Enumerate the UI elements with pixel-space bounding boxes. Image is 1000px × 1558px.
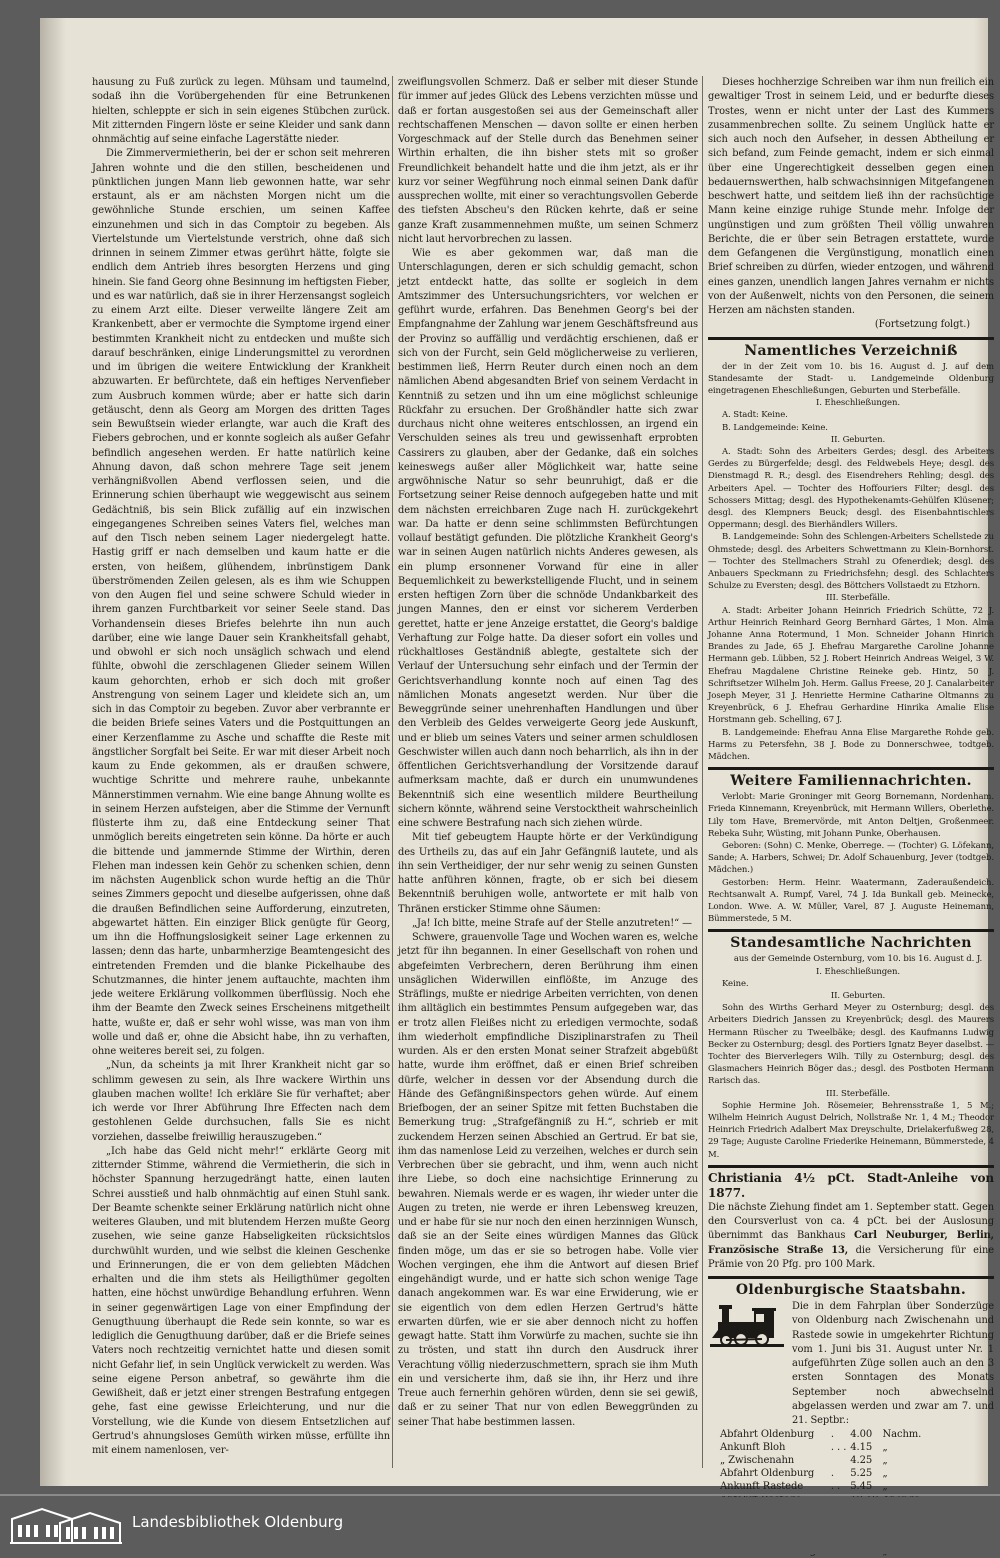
story-paragraph: Dieses hochherzige Schreiben war ihm nun freilich ein gewaltiger Trost in seinem Leid, und er bedurfte dieses Trostes, wenn er nicht unter der Last des Kummers zusammenbrechen sollte. Zu seinem Unglück hatte er sich auch noch den Aufseher, in dessen Abtheilung er sich befand, zum Feinde gemacht, indem er sich einmal über eine Ungerechtigkeit desselben gegen einen bedauernswerthen, halb schwachsinnigen Mitgefangenen beschwert hatte, und seitdem ließ ihn der rachsüchtige Mann keine einzige ruhige Stunde mehr. Infolge der ungünstigen und zum größten Theil völlig unwahren Berichte, die er über sein Betragen erstattete, wurde dem Gefangenen die Vergünstigung, monatlich einen Brief schreiben zu dürfen, wieder entzogen, und während eines ganzen, unendlich langen Jahres vernahm er nichts von der Außenwelt, nichts von den Personen, die seinem Herzen am nächsten standen.	[708, 77, 994, 316]
schedule-station: „ Zwischenahn	[720, 1455, 795, 1467]
register-subheading: III. Sterbefälle.	[826, 593, 890, 604]
family-news-entry: Verlobt: Marie Groninger mit Georg Bornemann, Nordenham. Frieda Kinnemann, Kreyenbrück, mit Hermann Willers, Oberlethe. Lily tom Have, Bremervörde, mit Anton Deltjen, Großenmeer. Rebeka Suhr, Wüsting, mit Johann Punke, Oberhausen.	[708, 792, 994, 839]
schedule-station: Ankunft Rastede	[720, 1481, 804, 1493]
schedule-note: „	[882, 1442, 888, 1454]
osternburg-heading: Standesamtliche Nachrichten	[730, 935, 972, 952]
osternburg-subheading: III. Sterbefälle.	[826, 1088, 890, 1099]
railway-notice	[708, 1300, 994, 1428]
notices-column	[708, 76, 994, 1558]
schedule-note: „	[882, 1481, 888, 1493]
schedule-time: 5.25	[850, 1468, 873, 1480]
christiania-ad	[708, 1171, 994, 1272]
schedule-note: „	[882, 1455, 888, 1467]
footer-divider	[0, 1494, 1000, 1496]
christiania-bank: Carl Neuburger, Berlin, Französische Straße 13,	[708, 1230, 995, 1256]
story-paragraph: hausung zu Fuß zurück zu legen. Mühsam und taumelnd, sodaß ihn die Vorübergehenden für eine Betrunkenen hielten, schleppte er sich in sein eigenes Stübchen zurück. Mit zitternden Fingern löste er seine Kleider und sank dann ohnmächtig auf seine einfache Lagerstätte nieder.	[92, 77, 390, 145]
page-fold-shadow	[40, 18, 66, 1486]
register-entry: A. Stadt: Keine.	[722, 410, 788, 421]
schedule-note: Nachm.	[882, 1429, 922, 1441]
continued-note: (Fortsetzung folgt.)	[874, 319, 970, 331]
section-rule	[708, 1276, 994, 1279]
story-paragraph: Wie es aber gekommen war, daß man die Unterschlagungen, deren er sich schuldig gemacht, schon jetzt entdeckt hatte, das sollte er sogleich in dem Amtszimmer des Untersuchungsrichters, vor welchen er geführt wurde, erfahren. Das Benehmen Georg's bei der Empfangnahme der Zahlung war jenem Geschäftsfreund aus der Provinz so auffällig und verdächtig erschienen, daß er sich von der Furcht, sein Geld möglicherweise zu verlieren, bestimmen ließ, Herrn Reuter durch einen noch an dem nämlichen Abend abgesandten Brief von seinem Verdacht in Kenntniß zu setzen und ihn um eine möglichst schleunige Rückfahr zu ersuchen. Der Großhändler hatte sich zwar durchaus nicht ohne weiteres entschlossen, an irgend ein Verschulden seines als treu und gewissenhaft erprobten Cassirers zu glauben, aber der Gedanke, daß ein solches keineswegs außer aller Möglichkeit war, hatte seine argwöhnische Natur so sehr beunruhigt, daß er die Fortsetzung seiner Reise dennoch aufgegeben hatte und mit dem nächsten erreichbaren Zuge nach H. zurückgekehrt war. Da hatte er denn seine schlimmsten Befürchtungen vollauf bestätigt gefunden. Die plötzliche Krankheit Georg's war in seinen Augen natürlich nichts Anderes gewesen, als ein plump ersonnener Vorwand für eine in aller Bequemlichkeit zu bewerkstelligende Flucht, und in seinem ersten heftigen Zorn über die schnöde Undankbarkeit des jungen Mannes, den er einst vor sicherem Verderben gerettet, hatte er jene Anzeige erstattet, die Georg's baldige Verhaftung zur Folge hatte. Da dieser sofort ein volles und rückhaltloses Geständniß ablegte, gestaltete sich der Verlauf der Untersuchung sehr einfach und der Termin der Gerichtsverhandlung konnte noch auf einen Tag des nämlichen Monats angesetzt werden. Nur über die Beweggründe seiner unehrenhaften Handlungen und über den Verbleib des Geldes verweigerte Georg jede Auskunft, und er blieb um seines Vaters und seiner armen schuldlosen Geschwister willen auch dann noch beharrlich, als ihn in der öffentlichen Gerichtsverhandlung der Vorsitzende darauf aufmerksam machte, daß er durch ein unumwundenes Bekenntniß sich eine wesentlich mildere Beurtheilung sichern könnte, während seine Verstocktheit wahrscheinlich eine schwere Bestrafung nach sich ziehen würde.	[398, 248, 698, 829]
section-rule	[708, 767, 994, 770]
osternburg-entry: Sophie Hermine Joh. Rösemeier, Behrensstraße 1, 5 M.; Wilhelm Heinrich August Delrich, Nollstraße Nr. 1, 4 M.; Theodor Heinrich Friedrich Adalbert Max Dreyschulte, Drielakerfußweg 28, 29 Tage; Auguste Caroline Friederike Heinemann, Bümmerstede, 4 M.	[708, 1100, 994, 1160]
story-paragraph: „Ich habe das Geld nicht mehr!“ erklärte Georg mit zitternder Stimme, während die Vermietherin, die sich in höchster Spannung herzugedrängt hatte, einen lauten Schrei ausstieß und halb ohnmächtig auf einen Stuhl sank. Der Beamte schenkte seiner Erklärung natürlich nicht ohne weiteres Glauben, und mit blutendem Herzen mußte Georg zusehen, wie seine ganze Habseligkeiten rücksichtslos durchwühlt wurden, und wie selbst die kleinen Geschenke und Erinnerungen, die er von dem geliebten Mädchen erhalten und die ihm stets als Heiligthümer gegolten hatten, eine höchst unwürdige Behandlung erfuhren. Wenn in seiner gegenwärtigen Lage von einer Empfindung der Genugthuung überhaupt die Rede sein konnte, so war es lediglich die Genugthuung darüber, daß er die Briefe seines Vaters noch rechtzeitig vernichtet hatte und diesen somit nicht Gefahr lief, in sein Unglück verwickelt zu werden. Was seine eigene Person anbetraf, so gewährte ihm die Gewißheit, daß er jetzt einer strengen Bestrafung entgegen gehe, fast eine gewisse Erleichterung, und nur die Vorstellung, wie die Kunde von diesem Entsetzlichen auf Gertrud's ahnungsloses Gemüth wirken müsse, erfüllte ihn mit einem namenlosen, ver-	[92, 1145, 390, 1456]
footer-bar	[0, 1497, 1000, 1554]
story-paragraph: „Ja! Ich bitte, meine Strafe auf der Stelle anzutreten!“ —	[412, 917, 692, 929]
osternburg-intro: aus der Gemeinde Osternburg, vom 10. bis 16. August d. J.	[733, 954, 983, 965]
story-paragraph: Die Zimmervermietherin, bei der er schon seit mehreren Jahren wohnte und die den stillen, bescheidenen und pünktlichen jungen Mann lieb gewonnen hatte, war sehr erstaunt, als er am nächsten Morgen nicht um die gewöhnliche Stunde erschien, um seinen Kaffee einzunehmen und sich in das Comptoir zu begeben. Als Viertelstunde um Viertelstunde verstrich, ohne daß sich drinnen in seinem Zimmer etwas gerührt hätte, folgte sie endlich dem Antrieb ihres besorgten Herzens und ging hinein. Sie fand Georg ohne Besinnung im heftigsten Fieber, und es war natürlich, daß sie in ihrer Herzensangst sogleich zu einem Arzt eilte. Dieser verweilte längere Zeit am Krankenbett, aber er vermochte die Symptome irgend einer bestimmten Krankheit nicht zu entdecken und mußte sich darauf beschränken, einige Linderungsmittel zu verordnen und im übrigen die weitere Entwicklung der Krankheit abzuwarten. Er befürchtete, daß ein heftiges Nervenfieber zum Ausbruch kommen würde; aber er hatte sich darin getäuscht, denn als Georg am Morgen des dritten Tages sein Bewußtsein wieder erlangte, war auch die Kraft des Fiebers gebrochen, und er konnte sogleich als außer Gefahr befindlich angesehen werden. Er hatte natürlich keine Ahnung davon, daß schon mehrere Tage seit jenem verhängnißvollen Abend verflossen seien, und die Erinnerung schien überhaupt wie weggewischt aus seinem Gedächtniß, bis sein Blick zufällig auf ein inzwischen eingegangenes Schreiben seines Vaters fiel, welches man auf den Tisch neben seinem Lager niedergelegt hatte. Hastig griff er nach demselben und kaum hatte er die ersten, von heißem, glühendem, inbrünstigem Dank überströmenden Zeilen gelesen, als es ihm wie Schuppen von den Augen fiel und seine schwere Schuld wieder in ihrem ganzen Furchtbarkeit vor seiner Seele stand. Das Vorhandensein dieses Briefes belehrte ihn nun auch darüber, eine wie lange Dauer sein Krankheitsfall gehabt, und obwohl er sich noch unsäglich schwach und elend fühlte, obwohl die zerschlagenen Glieder seinem Willen kaum gehorchten, erhob er sich doch mit großer Anstrengung von seinem Lager und kleidete sich an, um sich in das Comptoir zu begeben. Zuvor aber verbrannte er die beiden Briefe seines Vaters und die Postquittungen an einer Kerzenflamme zu Asche und schaffte die Reste mit ängstlicher Sorgfalt bei Seite. Er war mit dieser Arbeit noch kaum zu Ende gekommen, als er draußen schwere, wuchtige Schritte und mehrere rauhe, unbekannte Männerstimmen vernahm. Wie eine bange Ahnung wollte es in seinem Herzen aufsteigen, aber die Stimme der Vernunft flüsterte ihm zu, daß eine Entdeckung seiner That unmöglich bereits eingetreten sein könne. Da hörte er auch die bittende und jammernde Stimme der Wirthin, deren Flehen man indessen kein Gehör zu schenken schien, denn im nächsten Augenblick schon wurde heftig an die Thür seines Zimmers gepocht und dieselbe aufgerissen, ohne daß die draußen Befindlichen seine Aufforderung, einzutreten, abgewartet hätten. Ein einziger Blick genügte für Georg, um ihn die Hoffnungslosigkeit seiner Lage erkennen zu lassen; denn das harte, unbarmherzige Beamtengesicht des eintretenden Fremden und die blanke Pickelhaube des Schutzmannes, die hinter jenem auftauchte, machten ihm jede weitere Erklärung vollkommen überflüssig. Noch ehe ihm der Beamte den Zweck seines Erscheinens mitgetheilt hatte, wußte er, daß er sehr wohl wisse, was man von ihm wolle und daß er, ohne die Absicht habe, ihn zu verhaften, ohne weiteres bereit sei, zu folgen.	[92, 148, 390, 1057]
section-rule	[708, 929, 994, 932]
column-rule-2	[702, 76, 703, 1468]
railway-text: Die in dem Fahrplan über Sonderzüge von Oldenburg nach Zwischenahn und Rastede sowie in umgekehrter Richtung vom 1. Juni bis 31. August unter Nr. 1 aufgeführten Züge sollen auch an den 3 ersten Sonntagen des Monats September noch abwechselnd abgelassen werden und zwar am 7. und 21. Septbr.:	[792, 1301, 994, 1427]
christiania-text-1: Die nächste Ziehung findet am 1. September statt. Gegen den Coursverlust von ca. 4 pCt. bei der Auslosung übernimmt das Bankhaus	[708, 1201, 994, 1242]
osternburg-entry: Sohn des Wirths Gerhard Meyer zu Osternburg; desgl. des Arbeiters Diedrich Janssen zu Kreyenbrück; desgl. des Maurers Hermann Rüscher zu Tweelbäke; desgl. des Kaufmanns Ludwig Becker zu Osternburg; desgl. des Portiers Ignatz Beyer daselbst. — Tochter des Bierverlegers Wilh. Tilly zu Osternburg; desgl. des Glasmachers Heinrich Böger das.; desgl. des Postboten Hermann Rarisch das.	[708, 1003, 994, 1087]
register-intro: der in der Zeit vom 10. bis 16. August d. J. auf dem Standesamte der Stadt- u. Landgemeinde Oldenburg eingetragenen Eheschließungen, Geburten und Sterbefälle.	[708, 361, 994, 396]
schedule-row	[718, 1480, 924, 1493]
christiania-text	[708, 1201, 994, 1272]
story-column-2	[398, 76, 698, 1430]
family-news-section	[708, 773, 994, 925]
schedule-dots: . .	[830, 1481, 841, 1493]
register-section	[708, 343, 994, 764]
schedule-note: „	[882, 1468, 888, 1480]
osternburg-entry: Keine.	[722, 978, 749, 989]
osternburg-section	[708, 935, 994, 1160]
schedule-dots: .	[830, 1429, 834, 1441]
story-paragraph: zweiflungsvollen Schmerz. Daß er selber mit dieser Stunde für immer auf jedes Glück des Lebens verzichten müsse und daß er fortan ausgestoßen sei aus der Gemeinschaft aller rechtschaffenen Menschen — davon sollte er einen herben Vorgeschmack auf der Stelle durch das Benehmen seiner Wirthin erhalten, die ihn bisher stets mit so großer Freundlichkeit behandelt hatte und die ihm jetzt, als er ihr kurz vor seiner Wegführung noch einmal seinen Dank dafür aussprechen wollte, mit einer so verachtungsvollen Geberde des tiefsten Abscheu's den Rücken kehrte, daß er seine ganze Kraft zusammennehmen mußte, um seinen Schmerz nicht laut hervorbrechen zu lassen.	[398, 77, 698, 245]
schedule-dots	[829, 1454, 848, 1467]
schedule-dots: .	[830, 1468, 834, 1480]
family-news-entry: Gestorben: Herm. Heinr. Waatermann, Zaderaußendeich. Rechtsanwalt A. Rumpf, Varel, 74 J. Ida Bunkall geb. Meinecke, London. Wwe. A. W. Müller, Varel, 87 J. Auguste Heinemann, Bümmerstede, 5 M.	[708, 877, 994, 925]
story-column-1	[92, 76, 390, 1458]
register-heading: Namentliches Verzeichniß	[744, 342, 958, 359]
schedule-station: Abfahrt Oldenburg	[720, 1429, 815, 1441]
column-rule-1	[392, 76, 393, 1468]
register-entry: B. Landgemeinde: Keine.	[722, 422, 828, 433]
schedule-row	[718, 1441, 924, 1454]
osternburg-subheading: II. Geburten.	[830, 991, 886, 1002]
schedule-time: 5.45	[850, 1481, 873, 1493]
story-paragraph: Mit tief gebeugtem Haupte hörte er der Verkündigung des Urtheils zu, das auf ein Jahr Gefängniß lautete, und als ihn sein Vertheidiger, der nur sehr wenig zu seinen Gunsten hatte anführen können, fragte, ob er sich bei diesem Bekenntniß beruhigen wolle, antwortete er mit halb von Thränen ersticker Stimme ohne Säumen:	[398, 832, 698, 915]
christiania-title: Christiania 4½ pCt. Stadt-Anleihe von 1877.	[708, 1170, 994, 1200]
schedule-row	[718, 1467, 924, 1480]
register-entry: A. Stadt: Sohn des Arbeiters Gerdes; desgl. des Arbeiters Gerdes zu Bürgerfelde; desgl. des Feldwebels Heye; desgl. des Dienstmagd R. R.; desgl. des Eisendrehers Rehling; desgl. des Arbeiters Apel. — Tochter des Hoffouriers Filter; desgl. des Schossers Mittag; desgl. des Hypothekenamts-Gehülfen Klüsener; desgl. des Klempners Beuck; desgl. des Eisenbahntischlers Oppermann; desgl. des Bierhändlers Willers.	[708, 446, 994, 531]
family-news-heading: Weitere Familiennachrichten.	[730, 773, 972, 790]
register-entry: B. Landgemeinde: Ehefrau Anna Elise Margarethe Rohde geb. Harms zu Petersfehn, 38 J. Bode zu Donnerschwee, todtgeb. Mädchen.	[708, 727, 994, 762]
christiania-text-2: die Versicherung für eine Prämie von 20 Pfg. pro 100 Mark.	[708, 1244, 994, 1270]
register-subheading: I. Eheschließungen.	[816, 398, 900, 409]
register-subheading: II. Geburten.	[830, 434, 886, 445]
schedule-time: 4.25	[850, 1455, 873, 1467]
story-paragraph: Schwere, grauenvolle Tage und Wochen waren es, welche jetzt für ihn begannen. In einer Gesellschaft von rohen und abgefeimten Verbrechern, deren Berührung ihm einen unsäglichen Widerwillen einflößte, im Anzuge des Sträflings, mußte er niedrige Arbeiten verrichten, von denen ihm alltäglich ein bestimmtes Pensum aufgegeben war, das er trotz allen Fleißes nicht zu erledigen vermochte, sodaß ihm wiederholt empfindliche Disziplinarstrafen zu Theil wurden. Als er den ersten Monat seiner Strafzeit abgebüßt hatte, wurde ihm eröffnet, daß er einen Brief schreiben dürfe, welcher in dessen vor der Absendung durch die Hände des Gefängnißinspectors gehen würde. Auf einem Briefbogen, der an seiner Spitze mit fetten Buchstaben die Bemerkung trug: „Strafgefängniß zu H.“, schrieb er mit zuckendem Herzen seinen Abschied an Gertrud. Er bat sie, ihm das namenlose Leid zu verzeihen, welches er durch sein Verbrechen über sie gebracht, und ihm, wenn auch nicht ihre Liebe, so doch eine nachsichtige Erinnerung zu bewahren. Niemals werde er es wagen, ihr wieder unter die Augen zu treten, nie werde er ihren Lebensweg kreuzen, und er habe für sie nur noch den einen herzinnigen Wunsch, daß sie an der Seite eines würdigen Mannes das Glück finden möge, um das er sie so betrogen habe. Volle vier Wochen vergingen, ehe ihm die Antwort auf diesen Brief eingehändigt wurde, und er hatte sich schon wenige Tage danach angekommen war. Es war eine Erwiderung, wie er sie eigentlich von dem edlen Herzen Gertrud's hätte erwarten dürfen, wie er sie aber dennoch nicht zu hoffen gewagt hatte. Statt ihm Vorwürfe zu machen, suchte sie ihn zu trösten, und statt ihn durch den Ausdruck ihrer Verachtung völlig niederzuschmettern, sprach sie ihm Muth ein und versicherte ihm, daß sie ihn, ihr Herz und ihre Treue auch fernerhin gehören würden, denn sie sei gewiß, daß er zu seiner That nur von edlen Beweggründen zu seiner That habe bestimmen lassen.	[398, 932, 698, 1428]
schedule-station: Abfahrt Oldenburg	[720, 1468, 815, 1480]
register-entry: A. Stadt: Arbeiter Johann Heinrich Friedrich Schütte, 72 J. Arthur Heinrich Reinhard Georg Bernhard Gärtes, 1 Mon. Alma Johanne Anna Rotermund, 1 Mon. Schneider Johann Hinrich Brandes zu Jade, 65 J. Ehefrau Margarethe Caroline Johanne Hermann geb. Lübben, 52 J. Robert Heinrich Andreas Weigel, 3 W. Ehefrau Magdalene Christine Reineke geb. Hintz, 50 J. Schriftsetzer Wilhelm Joh. Herm. Gallus Freese, 20 J. Canalarbeiter Joseph Meyer, 31 J. Henriette Hermine Catharine Oltmanns zu Kreyenbrück, 6 J. Ehefrau Gerhardine Hinrika Amalie Elise Horstmann geb. Schelling, 67 J.	[708, 605, 994, 726]
locomotive-icon	[708, 1300, 786, 1354]
schedule-row	[718, 1428, 924, 1441]
schedule-row	[718, 1454, 924, 1467]
newspaper-page	[40, 18, 995, 1493]
schedule-time: 4.00	[850, 1429, 873, 1441]
schedule-station: Ankunft Bloh	[720, 1442, 786, 1454]
family-news-entry: Geboren: (Sohn) C. Menke, Oberrege. — (Tochter) G. Löfekann, Sande; A. Harbers, Schwei; Dr. Adolf Schauenburg, Jever (todtgeb. Mädchen.)	[708, 841, 994, 876]
section-rule	[708, 1165, 994, 1168]
osternburg-subheading: I. Eheschließungen.	[816, 966, 900, 977]
schedule-time: 4.15	[850, 1442, 873, 1454]
library-name: Landesbibliothek Oldenburg	[132, 1513, 344, 1531]
library-building-icon	[8, 1505, 124, 1545]
railway-heading: Oldenburgische Staatsbahn.	[735, 1282, 967, 1299]
register-entry: B. Landgemeinde: Sohn des Schlengen-Arbeiters Schellstede zu Ohmstede; desgl. des Arbeiters Schwettmann zu Klein-Bornhorst. — Tochter des Stellmachers Strahl zu Ofenerdiek; desgl. des Anbauers Speckmann zu Friedrichsfehn; desgl. des Schlachters Schulze zu Eversten; desgl. des Böttchers Vollstaedt zu Etzhorn.	[708, 532, 994, 592]
story-paragraph: „Nun, da scheints ja mit Ihrer Krankheit nicht gar so schlimm gewesen zu sein, als Ihre wackere Wirthin uns glauben machen wollte! Ich erkläre Sie für verhaftet; aber ich werde vor Ihrer Abführung Ihre Effecten nach dem gestohlenen Gelde durchsuchen, falls Sie es nicht vorziehen, dasselbe freiwillig herauszugeben.“	[92, 1060, 390, 1143]
section-rule	[708, 337, 994, 340]
schedule-dots: . . .	[830, 1442, 847, 1454]
